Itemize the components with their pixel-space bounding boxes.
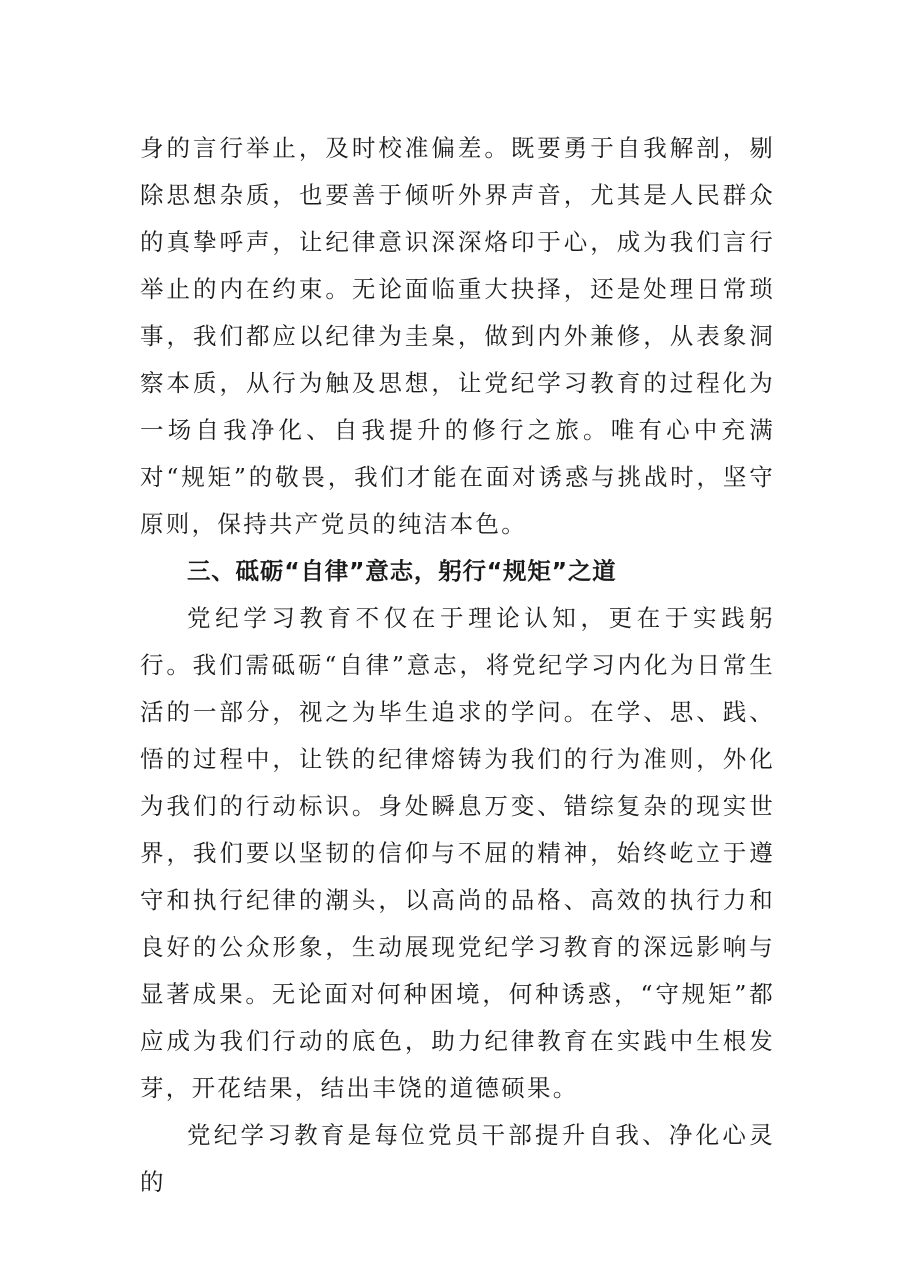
- body-paragraph-closing: 党纪学习教育是每位党员干部提升自我、净化心灵的: [140, 1121, 775, 1196]
- section-heading-3: 三、砥砺“自律”意志，躬行“规矩”之道: [187, 557, 617, 585]
- body-paragraph-section-3: 党纪学习教育不仅在于理论认知，更在于实践躬行。我们需砥砺“自律”意志，将党纪学习内化为日常生活的一部分，视之为毕生追求的学问。在学、思、践、悟的过程中，让铁的纪律熔铸为我们的行为准则，外化为我们的行动标识。身处瞬息万变、错综复杂的现实世界，我们要以坚韧的信仰与不屈的精神，始终屹立于遵守和执行纪律的潮头，以高尚的品格、高效的执行力和良好的公众形象，生动展现党纪学习教育的深远影响与显著成果。无论面对何种困境，何种诱惑，“守规矩”都应成为我们行动的底色，助力纪律教育在实践中生根发芽，开花结果，结出丰饶的道德硕果。: [140, 604, 775, 1102]
- document-body: [140, 125, 775, 1206]
- body-paragraph-continuation: 身的言行举止，及时校准偏差。既要勇于自我解剖，剔除思想杂质，也要善于倾听外界声音，尤其是人民群众的真挚呼声，让纪律意识深深烙印于心，成为我们言行举止的内在约束。无论面临重大抉择，还是处理日常琐事，我们都应以纪律为圭臬，做到内外兼修，从表象洞察本质，从行为触及思想，让党纪学习教育的过程化为一场自我净化、自我提升的修行之旅。唯有心中充满对“规矩”的敬畏，我们才能在面对诱惑与挑战时，坚守原则，保持共产党员的纯洁本色。: [140, 134, 775, 538]
